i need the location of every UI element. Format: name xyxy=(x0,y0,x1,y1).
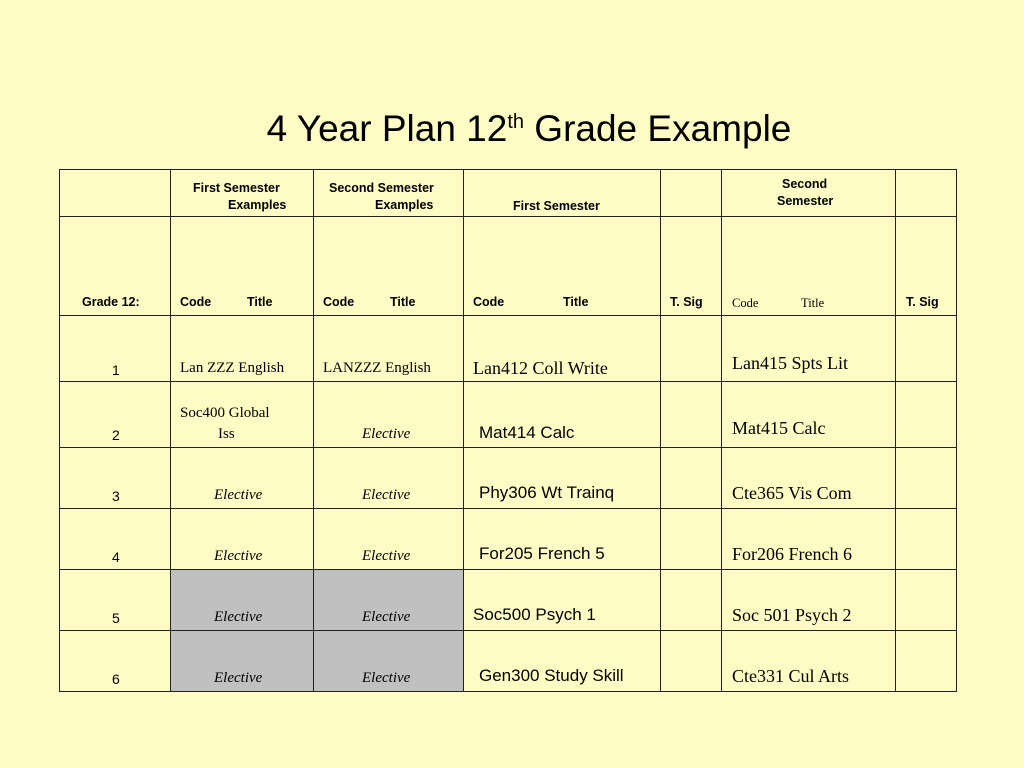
table-row: 2 Soc400 Global Iss Elective Mat414 Calc Mat415 Calc xyxy=(60,382,957,448)
table-row: 1 Lan ZZZ English LANZZZ English Lan412 Coll Write Lan415 Spts Lit xyxy=(60,316,957,382)
table-row: 5 Elective Elective Soc500 Psych 1 Soc 501 Psych 2 xyxy=(60,570,957,631)
table-row: 6 Elective Elective Gen300 Study Skill Cte331 Cul Arts xyxy=(60,631,957,692)
header-row: First Semester Examples Second Semester Examples First Semester Second Semester xyxy=(60,170,957,217)
subheader-row: Grade 12: Code Title Code Title Code Title T. Sig Code Title T. Sig xyxy=(60,217,957,316)
page-title: 4 Year Plan 12th Grade Example xyxy=(266,108,792,149)
table-row: 4 Elective Elective For205 French 5 For206 French 6 xyxy=(60,509,957,570)
plan-table xyxy=(59,169,957,692)
table-row: 3 Elective Elective Phy306 Wt Trainq Cte365 Vis Com xyxy=(60,448,957,509)
